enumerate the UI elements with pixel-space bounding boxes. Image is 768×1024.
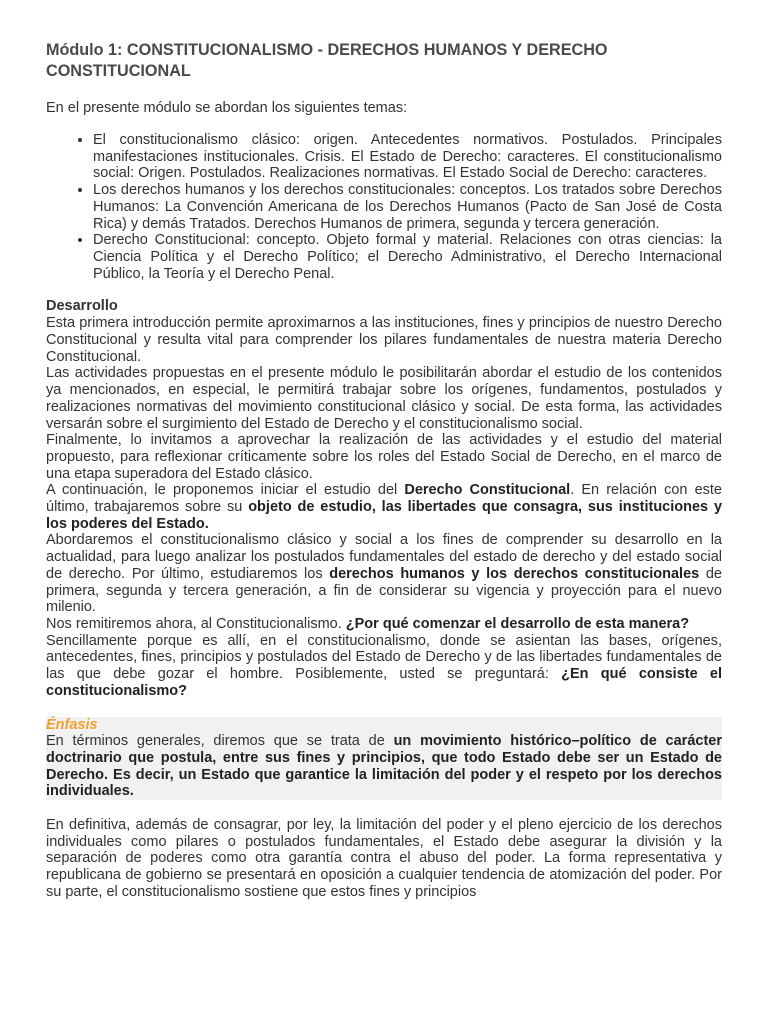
paragraph: Esta primera introducción permite aproximarnos a las instituciones, fines y principios de nuestro Derecho Constitucional y resulta vital para comprender los pilares fundamentales de nuestra materia Derecho Constitucional. (46, 315, 722, 365)
paragraph: Sencillamente porque es allí, en el constitucionalismo, donde se asientan las bases, orígenes, antecedentes, fines, principios y postulados del Estado de Derecho y de las libertades fundamentales de las que debe gozar el hombre. Posiblemente, usted se preguntará: ¿En qué consiste el constitucionalismo? (46, 632, 722, 699)
paragraph: Abordaremos el constitucionalismo clásico y social a los fines de comprender su desarrollo en la actualidad, para luego analizar los postulados fundamentales del estado de derecho y del estado social de derecho. Por último, estudiaremos los derechos humanos y los derechos constitucionales de primera, segunda y tercera generación, a fin de considerar su vigencia y proyección para el nuevo milenio. (46, 532, 722, 616)
paragraph: Nos remitiremos ahora, al Constitucionalismo. ¿Por qué comenzar el desarrollo de esta manera? (46, 615, 690, 632)
paragraph: Las actividades propuestas en el presente módulo le posibilitarán abordar el estudio de los contenidos ya mencionados, en especial, le permitirá trabajar sobre los orígenes, fundamentos, postulados y realizaciones normativas del movimiento constitucional clásico y social. De esta forma, las actividades versarán sobre el surgimiento del Estado de Derecho y el constitucionalismo social. (46, 365, 722, 432)
enfasis-text: En términos generales, diremos que se trata de un movimiento histórico–político de carácter doctrinario que postula, entre sus fines y principios, que todo Estado debe ser un Estado de Derecho. Es decir, un Estado que garantice la limitación del poder y el respeto por los derechos individuales. (46, 733, 722, 800)
desarrollo-heading: Desarrollo (46, 298, 118, 315)
desarrollo-body (46, 315, 722, 699)
topic-item: • Derecho Constitucional: concepto. Objeto formal y material. Relaciones con otras ciencias: la Ciencia Política y el Derecho Político; el Derecho Administrativo, el Derecho Internacional Público, la Teoría y el Derecho Penal. (93, 232, 722, 282)
module-title: Módulo 1: CONSTITUCIONALISMO - DERECHOS HUMANOS Y DERECHO CONSTITUCIONAL (46, 41, 608, 80)
enfasis-box (46, 717, 722, 801)
enfasis-heading: Énfasis (46, 716, 98, 733)
topic-item: • El constitucionalismo clásico: origen. Antecedentes normativos. Postulados. Principales manifestaciones institucionales. Crisis. El Estado de Derecho: caracteres. El constitucionalismo social: Origen. Postulados. Realizaciones normativas. El Estado Social de Derecho: caracteres. (93, 132, 722, 182)
paragraph: A continuación, le proponemos iniciar el estudio del Derecho Constitucional. En relación con este último, trabajaremos sobre su objeto de estudio, las libertades que consagra, sus instituciones y los poderes del Estado. (46, 482, 723, 532)
intro-text: En el presente módulo se abordan los siguientes temas: (46, 100, 408, 116)
topic-item: • Los derechos humanos y los derechos constitucionales: conceptos. Los tratados sobre Derechos Humanos: La Convención Americana de los Derechos Humanos (Pacto de San José de Costa Rica) y demás Tratados. Derechos Humanos de primera, segunda y tercera generación. (93, 182, 722, 232)
paragraph: Finalmente, lo invitamos a aprovechar la realización de las actividades y el estudio del material propuesto, para reflexionar críticamente sobre los roles del Estado Social de Derecho, en el marco de una etapa superadora del Estado clásico. (46, 432, 722, 482)
topics-list (46, 132, 722, 282)
final-paragraph: En definitiva, además de consagrar, por ley, la limitación del poder y el pleno ejercicio de los derechos individuales como pilares o postulados fundamentales, el Estado debe asegurar la división y la separación de poderes como otra garantía contra el abuso del poder. La forma representativa y republicana de gobierno se presentará en oposición a cualquier tendencia de atomización del poder. Por su parte, el constitucionalismo sostiene que estos fines y principios (46, 817, 722, 900)
